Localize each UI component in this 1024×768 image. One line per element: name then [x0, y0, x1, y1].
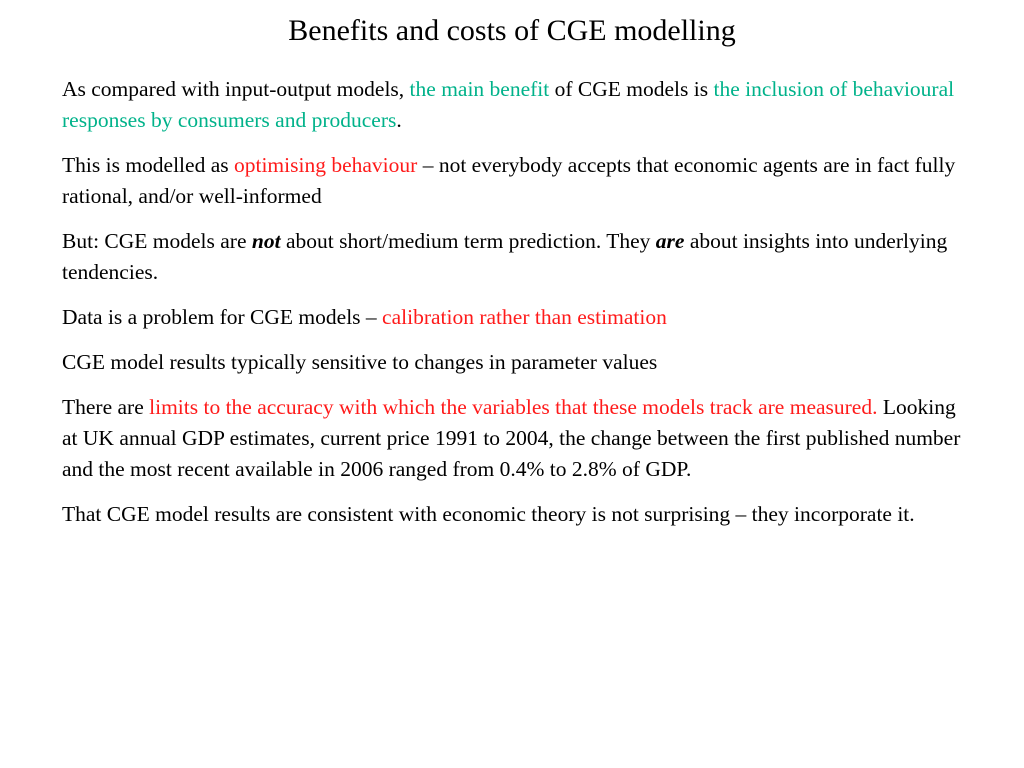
text-run: of CGE models is	[549, 77, 714, 101]
highlight-optimising-behaviour: optimising behaviour	[233, 153, 418, 177]
paragraph-data-problem	[62, 302, 972, 333]
paragraph-consistency	[62, 499, 972, 530]
text-run: But: CGE models are	[62, 229, 252, 253]
highlight-inclusion: the inclusion of behavioural responses by consumers and producers	[62, 77, 955, 132]
highlight-accuracy-limits: limits to the accuracy with which the variables that these models track are measured.	[149, 395, 878, 419]
highlight-calibration: calibration rather than estimation	[382, 305, 667, 329]
slide-title: Benefits and costs of CGE modelling	[288, 14, 736, 47]
text-run: Looking at UK annual GDP estimates, current price 1991 to 2004, the change between the first published number and the most recent available in 2006 ranged from 0.4% to 2.8% of GDP.	[62, 395, 961, 481]
emphasis-are: are	[655, 229, 685, 253]
paragraph-accuracy-limits	[62, 392, 972, 485]
text-run: As compared with input-output models,	[62, 77, 410, 101]
text-run: There are	[62, 395, 150, 419]
emphasis-not: not	[251, 229, 281, 253]
text-run: about short/medium term prediction. They	[280, 229, 656, 253]
paragraph-main-benefit	[62, 74, 972, 136]
text-run: – not everybody accepts that economic agents are in fact fully rational, and/or well-informed	[62, 153, 956, 208]
highlight-main-benefit: the main benefit	[409, 77, 550, 101]
text-run: Data is a problem for CGE models –	[62, 305, 383, 329]
paragraph-prediction	[62, 226, 972, 288]
text-run: about insights into underlying tendencies.	[62, 229, 948, 284]
text-run: CGE model results typically sensitive to changes in parameter values	[62, 350, 658, 374]
slide-body	[62, 74, 972, 544]
text-run: That CGE model results are consistent with economic theory is not surprising – they incorporate it.	[62, 502, 915, 526]
paragraph-sensitivity	[62, 347, 972, 378]
text-run: .	[396, 108, 402, 132]
paragraph-optimising	[62, 150, 972, 212]
text-run: This is modelled as	[62, 153, 234, 177]
